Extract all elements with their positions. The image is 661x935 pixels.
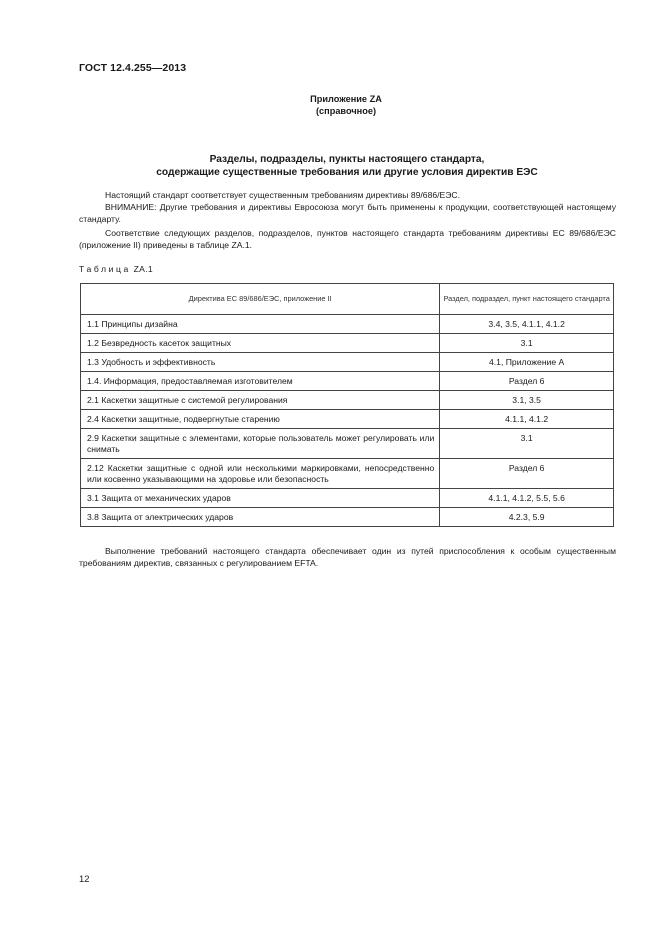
table-caption-id: ZA.1 [133, 264, 153, 274]
appendix-subtitle: (справочное) [315, 106, 376, 116]
table-cell-clause: 4.1.1, 4.1.2 [440, 410, 614, 429]
table-cell-directive: 2.12 Каскетки защитные с одной или несколькими маркировками, непосредственно или косвенно указывающими на здоровье или безопасность [81, 459, 440, 489]
table-row [81, 391, 614, 410]
table-cell-clause: Раздел 6 [440, 459, 614, 489]
table-row [81, 410, 614, 429]
table-cell-directive: 2.1 Каскетки защитные с системой регулирования [81, 391, 440, 410]
table-cell-clause: 4.1, Приложение А [440, 353, 614, 372]
table-cell-clause: 3.1 [440, 429, 614, 459]
table-cell-clause: 3.4, 3.5, 4.1.1, 4.1.2 [440, 315, 614, 334]
appendix-title: Приложение ZA [310, 94, 382, 104]
table-row [81, 372, 614, 391]
table-cell-clause: 4.2.3, 5.9 [440, 508, 614, 527]
document-code: ГОСТ 12.4.255—2013 [79, 62, 187, 74]
appendix-block [0, 93, 661, 117]
table-row [81, 508, 614, 527]
table-cell-clause: 3.1, 3.5 [440, 391, 614, 410]
paragraph-correspondence: Соответствие следующих разделов, подразделов, пунктов настоящего стандарта требованиям директивы ЕС 89/686/ЕЭС (приложение II) приведены в таблице ZA.1. [79, 228, 616, 250]
table-row [81, 459, 614, 489]
section-heading [78, 153, 616, 179]
paragraph-attention: ВНИМАНИЕ: Другие требования и директивы Евросоюза могут быть применены к продукции, соответствующей настоящему стандарту. [79, 202, 616, 224]
table-row [81, 489, 614, 508]
table-cell-directive: 3.8 Защита от электрических ударов [81, 508, 440, 527]
paragraph-efta: Выполнение требований настоящего стандарта обеспечивает один из путей приспособления к особым существенным требованиям директив, связанных с регулированием EFTA. [79, 546, 616, 568]
table-cell-directive: 1.3 Удобность и эффективность [81, 353, 440, 372]
page-number: 12 [79, 873, 90, 884]
table-caption-prefix: Таблица [79, 264, 131, 274]
table-cell-clause: 3.1 [440, 334, 614, 353]
table-cell-directive: 1.1 Принципы дизайна [81, 315, 440, 334]
table-cell-directive: 1.2 Безвредность касеток защитных [81, 334, 440, 353]
table-header-row [81, 284, 614, 315]
table-cell-directive: 2.4 Каскетки защитные, подвергнутые старению [81, 410, 440, 429]
table-header-directive: Директива ЕС 89/686/ЕЭС, приложение II [81, 284, 440, 315]
correspondence-table [80, 283, 614, 527]
table-header-clause: Раздел, подраздел, пункт настоящего стандарта [440, 284, 614, 315]
table-cell-clause: Раздел 6 [440, 372, 614, 391]
table-cell-directive: 2.9 Каскетки защитные с элементами, которые пользователь может регулировать или снимать [81, 429, 440, 459]
table-cell-directive: 3.1 Защита от механических ударов [81, 489, 440, 508]
table-caption [79, 264, 153, 274]
table-cell-directive: 1.4. Информация, предоставляемая изготовителем [81, 372, 440, 391]
table-row [81, 315, 614, 334]
table-row [81, 429, 614, 459]
table-row [81, 334, 614, 353]
section-heading-line-2: содержащие существенные требования или другие условия директив ЕЭС [156, 167, 538, 178]
section-heading-line-1: Разделы, подразделы, пункты настоящего стандарта, [209, 154, 485, 165]
table-row [81, 353, 614, 372]
table-cell-clause: 4.1.1, 4.1.2, 5.5, 5.6 [440, 489, 614, 508]
paragraph-compliance: Настоящий стандарт соответствует существенным требованиям директивы 89/686/ЕЭС. [105, 190, 461, 200]
